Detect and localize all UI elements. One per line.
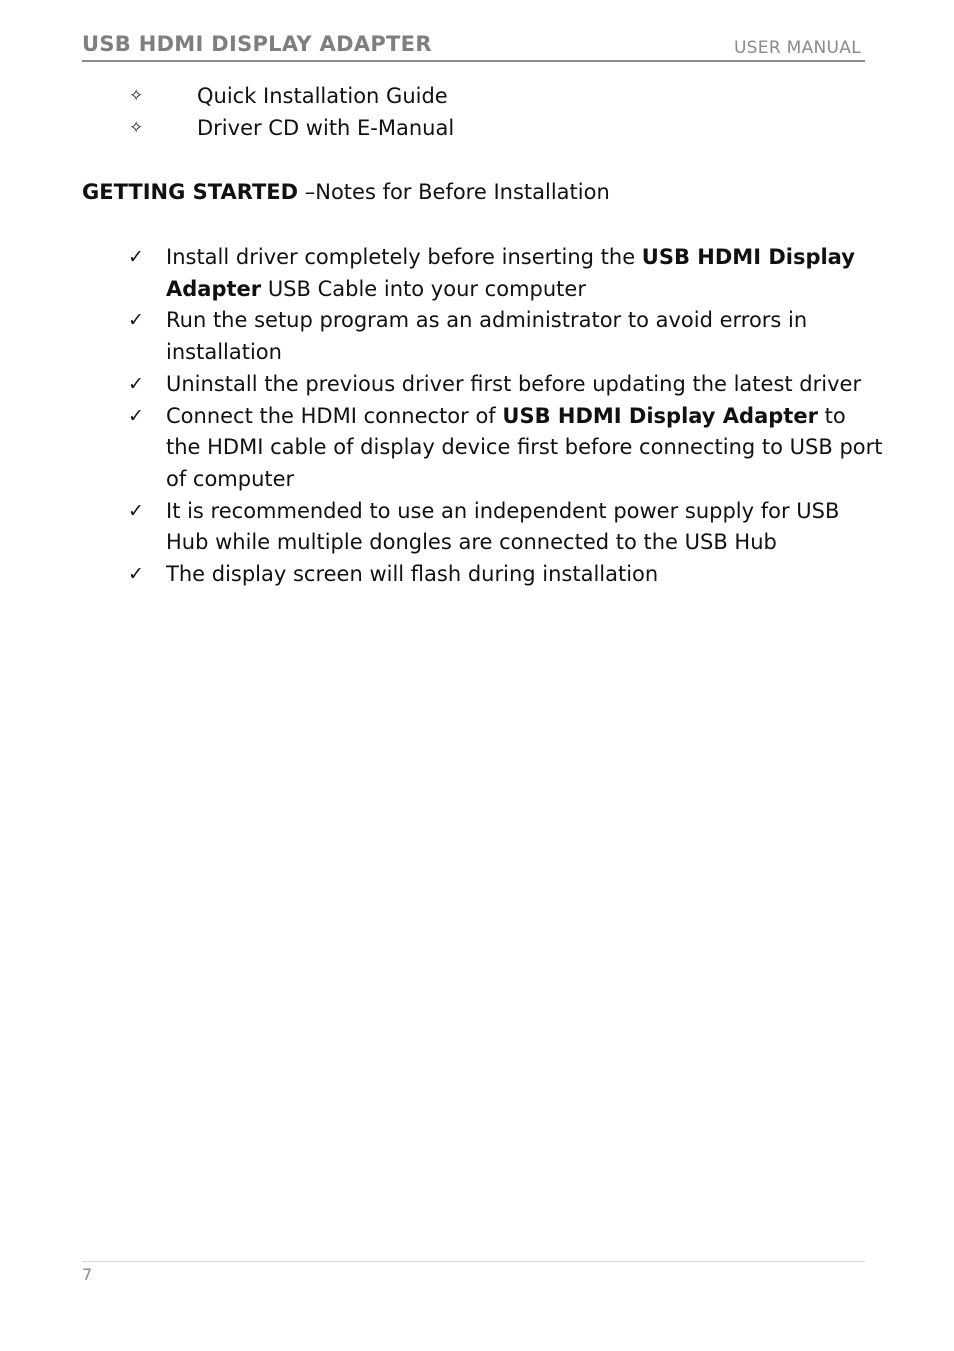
list-item bbox=[0, 305, 886, 368]
note-emphasis: USB HDMI Display Adapter bbox=[166, 245, 855, 301]
list-item bbox=[0, 369, 886, 401]
package-contents-list bbox=[0, 84, 954, 148]
four-point-star-icon: ✧ bbox=[129, 118, 144, 138]
list-item-text: Driver CD with E-Manual bbox=[197, 116, 455, 140]
note-text: Connect the HDMI connector of bbox=[166, 403, 503, 428]
section-subtitle: –Notes for Before Installation bbox=[298, 180, 610, 204]
list-item bbox=[0, 401, 886, 496]
list-item bbox=[0, 559, 886, 591]
list-item bbox=[0, 242, 886, 305]
document-type: USER MANUAL bbox=[733, 38, 861, 58]
page-number: 7 bbox=[82, 1265, 93, 1284]
list-item bbox=[0, 116, 954, 148]
note-emphasis: USB HDMI Display Adapter bbox=[502, 403, 818, 428]
note-text: to the HDMI cable of display device first before connecting to USB port of computer bbox=[166, 403, 883, 491]
note-text: Uninstall the previous driver first before updating the latest driver bbox=[166, 371, 862, 396]
note-text: USB Cable into your computer bbox=[261, 276, 586, 301]
document-title: USB HDMI DISPLAY ADAPTER bbox=[82, 32, 432, 56]
checkmark-icon: ✓ bbox=[128, 499, 144, 522]
checkmark-icon: ✓ bbox=[128, 309, 144, 332]
list-item bbox=[0, 496, 886, 559]
checkmark-icon: ✓ bbox=[128, 372, 144, 395]
note-text: The display screen will flash during installation bbox=[166, 562, 659, 587]
installation-notes-list bbox=[0, 242, 954, 591]
checkmark-icon: ✓ bbox=[128, 563, 144, 586]
section-heading bbox=[82, 180, 610, 204]
note-text: Run the setup program as an administrator to avoid errors in installation bbox=[166, 308, 808, 365]
list-item-text: Quick Installation Guide bbox=[197, 84, 448, 108]
footer-divider bbox=[82, 1261, 865, 1262]
note-text: It is recommended to use an independent power supply for USB Hub while multiple dongles are connected to the USB Hub bbox=[166, 498, 840, 555]
note-text: Install driver completely before inserting the bbox=[166, 245, 642, 269]
section-title: GETTING STARTED bbox=[82, 180, 299, 204]
checkmark-icon: ✓ bbox=[128, 404, 144, 427]
page-header bbox=[82, 30, 865, 62]
list-item bbox=[0, 84, 954, 116]
four-point-star-icon: ✧ bbox=[129, 86, 144, 106]
checkmark-icon: ✓ bbox=[128, 246, 144, 268]
